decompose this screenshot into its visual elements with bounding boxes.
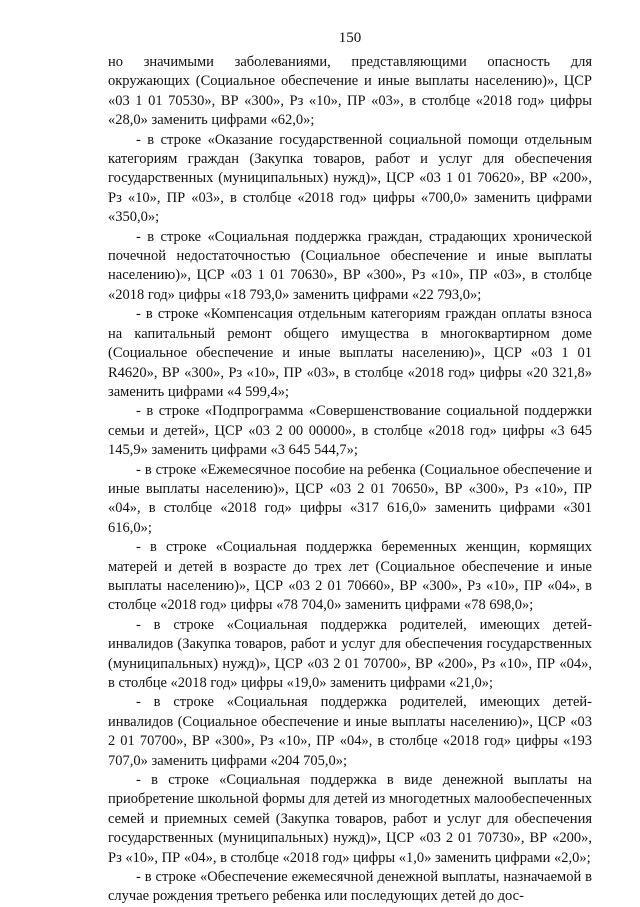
page-number: 150 <box>338 30 362 46</box>
paragraph-disabled-children-parents-procurement: - в строке «Социальная поддержка родителей, имеющих детей-инвалидов (Закупка товаров, работ и услуг для обеспечения государственных (муниципальных) нужд)», ЦСР «03 2 01 70700», ВР «200», Рз «10», ПР «04», в столбце «2018 год» цифры «19,0» заменить цифрами «21,0»; <box>108 616 592 691</box>
paragraph-school-uniform: - в строке «Социальная поддержка в виде денежной выплаты на приобретение школьной формы для детей из многодетных малообеспеченных семей и приемных семей (Закупка товаров, работ и услуг для обеспечения государственных (муниципальных) нужд)», ЦСР «03 2 01 70730», ВР «200», Рз «10», ПР «04», в столбце «2018 год» цифры «1,0» заменить цифрами «2,0»; <box>108 772 592 866</box>
paragraph-capital-repair-compensation: - в строке «Компенсация отдельным категориям граждан оплаты взноса на капитальный ремонт общего имущества в многоквартирном доме (Социальное обеспечение и иные выплаты населению)», ЦСР «03 1 01 R4620», ВР «300», Рз «10», ПР «03», в столбце «2018 год» цифры «20 321,8» заменить цифрами «4 599,4»; <box>108 306 592 400</box>
paragraph-disabled-children-parents-payments: - в строке «Социальная поддержка родителей, имеющих детей-инвалидов (Социальное обеспечение и иные выплаты населению)», ЦСР «03 2 01 70700», ВР «300», Рз «10», ПР «04», в столбце «2018 год» цифры «193 707,0» заменить цифрами «204 705,0»; <box>108 694 592 769</box>
paragraph-family-support-subprogram: - в строке «Подпрограмма «Совершенствование социальной поддержки семьи и детей», ЦСР «03 2 00 00000», в столбце «2018 год» цифры «3 645 145,9» заменить цифрами «3 645 544,7»; <box>108 403 592 459</box>
paragraph-child-allowance: - в строке «Ежемесячное пособие на ребенка (Социальное обеспечение и иные выплаты населению)», ЦСР «03 2 01 70650», ВР «300», Рз «10», ПР «04», в столбце «2018 год» цифры «317 616,0» заменить цифрами «301 616,0»; <box>108 461 592 536</box>
paragraph-renal-insufficiency: - в строке «Социальная поддержка граждан, страдающих хронической почечной недостаточностью (Социальное обеспечение и иные выплаты населению)», ЦСР «03 1 01 70630», ВР «300», Рз «10», ПР «03», в столбце «2018 год» цифры «18 793,0» заменить цифрами «22 793,0»; <box>108 228 592 303</box>
paragraph-third-child-payment: - в строке «Обеспечение ежемесячной денежной выплаты, назначаемой в случае рождения третьего ребенка или последующих детей до дос- <box>108 869 592 905</box>
paragraph-social-assistance: - в строке «Оказание государственной социальной помощи отдельным категориям граждан (Закупка товаров, работ и услуг для обеспечения государственных (муниципальных) нужд)», ЦСР «03 1 01 70620», ВР «200», Рз «10», ПР «03», в столбце «2018 год» цифры «700,0» заменить цифрами «350,0»; <box>108 131 592 226</box>
paragraph-pregnant-women-support: - в строке «Социальная поддержка беременных женщин, кормящих матерей и детей в возрасте до трех лет (Социальное обеспечение и иные выплаты населению)», ЦСР «03 2 01 70660», ВР «300», Рз «10», ПР «04», в столбце «2018 год» цифры «78 704,0» заменить цифрами «78 698,0»; <box>108 539 592 614</box>
paragraph-continuation: но значимыми заболеваниями, представляющими опасность для окружающих (Социальное обеспечение и иные выплаты населению)», ЦСР «03 1 01 70530», ВР «300», Рз «10», ПР «03», в столбце «2018 год» цифры «28,0» заменить цифрами «62,0»; <box>108 54 592 129</box>
